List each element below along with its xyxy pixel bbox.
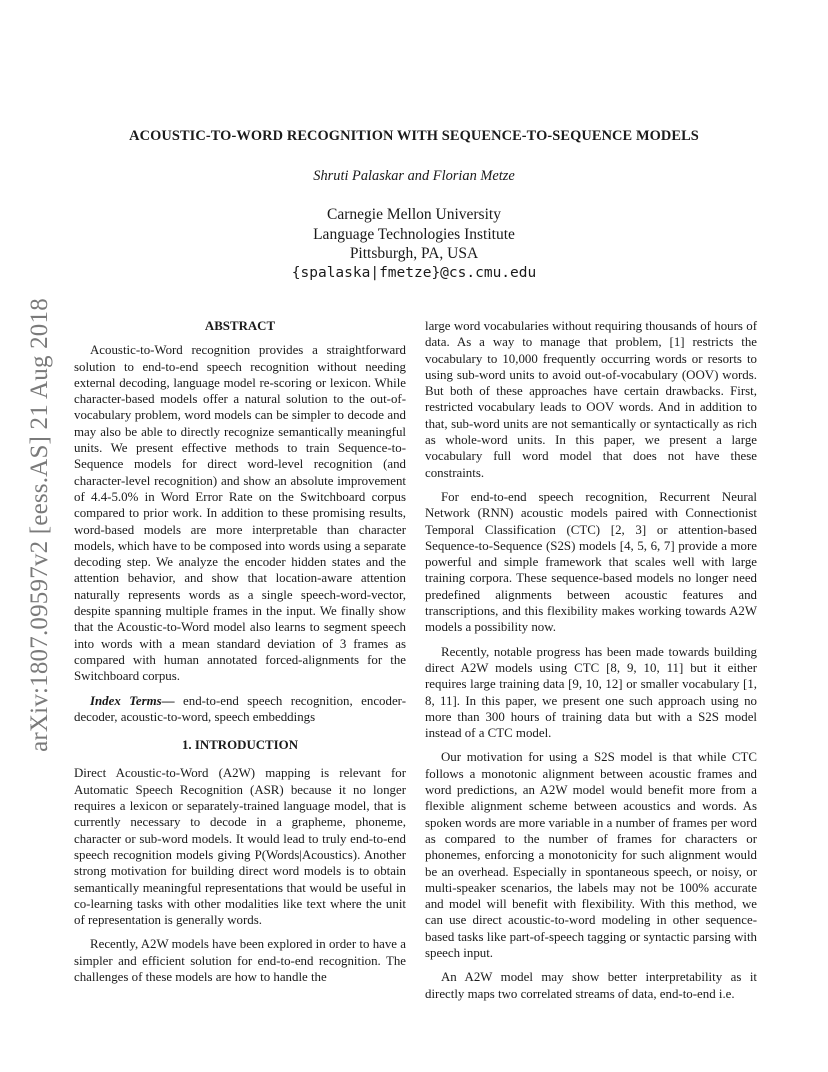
abstract-text: Acoustic-to-Word recognition provides a straightforward solution to end-to-end speech recognition without needing external decoding, language model re-scoring or lexicon. While character-based models offer a natural solution to the out-of-vocabulary problem, word models can be simpler to decode and may also be able to directly recognize semantically meaningful units. We present effective methods to train Sequence-to-Sequence models for direct word-level recognition (and character-level recognition) and show an absolute improvement of 4.4-5.0% in Word Error Rate on the Switchboard corpus compared to prior work. In addition to these promising results, word-based models are more interpretable than character models, which have to be composed into words using a separate decoding step. We analyze the encoder hidden states and the attention behavior, and show that location-aware attention naturally represents words as a single speech-word-vector, despite spanning multiple frames in the input. We finally show that the Acoustic-to-Word model also learns to segment speech into words with a mean standard deviation of 3 frames as compared with human annotated forced-alignments for the Switchboard corpus. bbox=[74, 343, 406, 684]
right-paragraph-3: Our motivation for using a S2S model is that while CTC follows a monotonic alignment between acoustic frames and word predictions, an A2W model would benefit more from a flexible alignment scheme between acoustics and words. As spoken words are more variable in a number of frames per word as compared to the number of frames for characters or phonemes, enforcing a monotonicity for such alignment would be an overhead. Especially in spontaneous speech, or noisy, or multi-speaker scenarios, the labels may not be 100% accurate and model will benefit with flexibility. With this method, we can use direct acoustic-to-word modeling in other sequence-based tasks like part-of-speech tagging or syntactic parsing with speech input. bbox=[425, 750, 757, 960]
abstract-heading: ABSTRACT bbox=[204, 319, 276, 333]
intro-heading: 1. INTRODUCTION bbox=[181, 738, 299, 753]
paper-title: ACOUSTIC-TO-WORD RECOGNITION WITH SEQUENCE-TO-SEQUENCE MODELS bbox=[129, 128, 699, 144]
paper-authors: Shruti Palaskar and Florian Metze bbox=[313, 168, 515, 184]
index-terms bbox=[74, 693, 406, 726]
right-column bbox=[425, 318, 757, 1010]
left-column bbox=[74, 318, 406, 993]
index-terms-text: end-to-end speech recognition, encoder-decoder, acoustic-to-word, speech embeddings bbox=[74, 693, 406, 724]
intro-paragraph-2: Recently, A2W models have been explored in order to have a simpler and efficient solution for end-to-end recognition. The challenges of these models are how to handle the bbox=[74, 937, 406, 984]
affiliation-university: Carnegie Mellon University bbox=[327, 206, 501, 223]
right-paragraph-0: large word vocabularies without requiring thousands of hours of data. As a way to manage that problem, [1] restricts the vocabulary to 10,000 frequently occurring words or resorts to using sub-word units to avoid out-of-vocabulary (OOV) words. But both of these approaches have certain drawbacks. First, restricted vocabulary leads to OOV words. And in addition to that, sub-word units are not semantically or syntactically as rich as whole-word units. In this paper, we present a large vocabulary full word model that does not have these constraints. bbox=[425, 319, 757, 480]
affiliation-institute: Language Technologies Institute bbox=[313, 225, 515, 243]
intro-paragraph-1: Direct Acoustic-to-Word (A2W) mapping is relevant for Automatic Speech Recognition (ASR) because it no longer requires a lexicon or separately-trained language model, that is currently necessary to decode in a grapheme, phoneme, character or sub-word models. It would lead to truly end-to-end speech recognition models giving P(Words|Acoustics). Another strong motivation for building direct word models is to obtain semantically meaningful representations that would be useful in co-learning tasks with other modalities like text where the unit of representation is generally words. bbox=[74, 766, 406, 928]
affiliation-location: Pittsburgh, PA, USA bbox=[349, 245, 479, 262]
right-paragraph-4: An A2W model may show better interpretability as it directly maps two correlated streams of data, end-to-end i.e. bbox=[425, 970, 757, 1001]
affiliation bbox=[0, 205, 828, 283]
arxiv-stamp-text: arXiv:1807.09597v2 [eess.AS] 21 Aug 2018 bbox=[26, 298, 53, 752]
arxiv-stamp bbox=[22, 275, 58, 775]
index-terms-label: Index Terms— bbox=[90, 693, 175, 708]
right-paragraph-1: For end-to-end speech recognition, Recurrent Neural Network (RNN) acoustic models paired with Connectionist Temporal Classification (CTC) [2, 3] or attention-based Sequence-to-Sequence (S2S) models [4, 5, 6, 7] provide a more powerful and simple framework that scales well with large training corpora. These sequence-based models no longer need predefined alignments between acoustic features and transcriptions, and this flexibility makes working towards A2W models a possibility now. bbox=[425, 489, 757, 635]
affiliation-email[interactable]: {spalaska|fmetze}@cs.cmu.edu bbox=[291, 264, 537, 281]
right-paragraph-2: Recently, notable progress has been made towards building direct A2W models using CTC [8, 9, 10, 11] but it either requires large training data [9, 10, 12] or smaller vocabulary [1, 8, 11]. In this paper, we present one such approach using no more than 300 hours of training data but with a S2S model instead of a CTC model. bbox=[425, 644, 757, 741]
